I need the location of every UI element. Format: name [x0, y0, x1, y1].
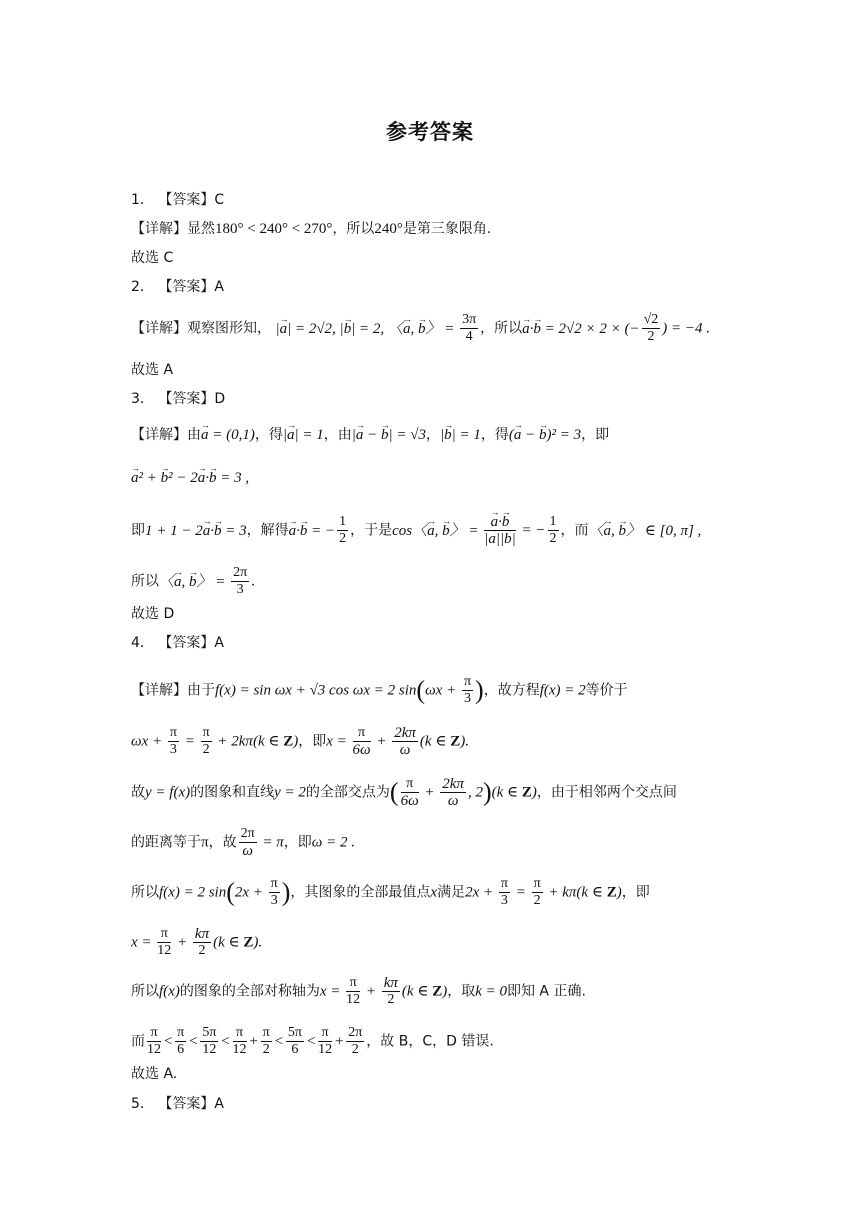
- question-number: 1．: [131, 192, 154, 208]
- conclusion-4: 故选 A.: [131, 1066, 178, 1082]
- fraction: $\frac{1}{2}$: [339, 514, 347, 546]
- detail-line-3d: 所以〈→ a, → b〉 = $\frac{2\pi}{3}$ .: [131, 565, 255, 598]
- fraction: $\frac{\pi}{12}$: [157, 926, 172, 958]
- detail-text: ，即: [581, 427, 610, 443]
- detail-text: 所以: [131, 884, 159, 901]
- detail-text: 故: [131, 784, 145, 801]
- question-number: 3．: [131, 391, 154, 407]
- answer-value: C: [214, 192, 225, 208]
- answer-line-1: [131, 190, 224, 210]
- detail-text: ，其图象的全部最值点: [290, 884, 431, 901]
- fraction: $\frac{2\pi}{\omega}$: [240, 826, 255, 859]
- detail-text: 即: [131, 522, 145, 539]
- math-expression: ωx +: [131, 733, 166, 750]
- fraction: $\frac{5\pi}{12}$: [202, 1025, 217, 1057]
- math-expression: f(x) = sin ωx + √3 cos ωx = 2 sin: [215, 682, 417, 699]
- detail-text: ，得: [480, 427, 509, 443]
- math-expression: cos〈→ a, → b〉 =: [392, 523, 482, 539]
- detail-text: ，由: [323, 427, 352, 443]
- detail-line-4: 【详解】由于f(x) = sin ωx + √3 cos ωx = 2 sin(ωx + $\frac{\pi}{3}$ )，故方程f(x) = 2等价于: [131, 674, 628, 706]
- fraction: $\frac{\pi}{12}$: [232, 1025, 247, 1057]
- fraction: $\frac{\pi}{12}$: [318, 1025, 333, 1057]
- detail-label: 【详解】: [131, 320, 187, 337]
- fraction: $\frac{\pi}{3}$: [463, 674, 472, 706]
- fraction: $\frac{\pi}{3}$: [500, 876, 508, 908]
- question-number: 2．: [131, 279, 154, 295]
- fraction: $\frac{\pi}{6\omega}$: [352, 725, 371, 758]
- detail-text: 由于: [187, 682, 215, 699]
- answer-line-5: [131, 1094, 224, 1114]
- fraction: $\frac{1}{2}$: [549, 514, 557, 546]
- fraction: $\frac{2k\pi}{\omega}$: [394, 725, 416, 758]
- detail-text: 的图象的全部对称轴为: [179, 983, 320, 1000]
- detail-text: 的全部交点为: [305, 784, 390, 801]
- detail-text: ，所以: [332, 221, 375, 237]
- page-title: 参考答案: [386, 120, 474, 144]
- detail-line-4c: 故y = f(x)的图象和直线y = 2的全部交点为( $\frac{\pi}{6\omega}$ + $\frac{2k\pi}{\omega}$ , 2)(k ∈ Z)，由于相邻两个交点间: [131, 776, 677, 809]
- detail-label: 【详解】: [131, 221, 187, 237]
- math-expression: x =: [326, 733, 351, 750]
- detail-line-3: 【详解】由→ a = (0,1)，得|→ a| = 1，由|→ a − → b| = √3，|→ b| = 1，得(→ a − → b)² = 3，即: [131, 425, 609, 445]
- math-expression: 180° < 240° < 270°: [215, 221, 333, 237]
- detail-text: 的距离等于: [131, 834, 201, 851]
- detail-text: 满足: [437, 884, 466, 901]
- fraction: $\frac{\pi}{12}$: [147, 1025, 161, 1057]
- answer-value: A: [214, 279, 224, 295]
- detail-text: 观察图形知，: [187, 320, 271, 337]
- detail-line-4b: ωx + $\frac{\pi}{3}$ = $\frac{\pi}{2}$ + 2kπ(k ∈ Z)，即x = $\frac{\pi}{6\omega}$ + $\frac{2k\pi}{\omega}$ (k ∈ Z).: [131, 725, 469, 758]
- detail-text: 即知 A 正确.: [506, 983, 586, 1000]
- conclusion-3: 故选 D: [131, 606, 175, 622]
- answer-line-2: [131, 277, 224, 297]
- fraction: $\frac{2\pi}{3}$: [233, 565, 248, 597]
- math-expression: f(x) = 2 sin: [159, 884, 227, 901]
- detail-line-3c: [131, 514, 701, 547]
- detail-text: 而: [131, 1033, 145, 1050]
- math-expression: = −: [517, 522, 546, 539]
- detail-text: ，故方程: [483, 682, 540, 699]
- math-expression: (→ a − → b)² = 3: [509, 427, 581, 443]
- math-expression: x =: [131, 934, 156, 951]
- math-expression: f(x) = 2: [539, 682, 586, 699]
- detail-text: ，得: [254, 427, 283, 443]
- math-expression: |→ b| = 1: [440, 427, 481, 443]
- detail-label: 【详解】: [131, 427, 187, 443]
- math-expression: y = 2: [274, 784, 306, 801]
- detail-line-2: [131, 312, 710, 345]
- fraction: $\frac{3\pi}{4}$: [462, 312, 477, 344]
- fraction: $\frac{2k\pi}{\omega}$: [442, 776, 464, 809]
- math-expression: → a·→ b = 2√2 × 2 × (−: [522, 321, 639, 337]
- detail-text: 显然: [187, 221, 215, 237]
- detail-text: 等价于: [585, 682, 628, 699]
- detail-line-4g: 所以f(x)的图象的全部对称轴为x = $\frac{\pi}{12}$ + $\frac{k\pi}{2}$ (k ∈ Z)，取k = 0即知 A 正确.: [131, 975, 586, 1007]
- math-expression: 240°: [374, 221, 403, 237]
- detail-text: ，故: [208, 834, 237, 851]
- conclusion-2: 故选 A: [131, 362, 174, 378]
- detail-text: ，而: [560, 522, 589, 539]
- detail-text: ，所以: [480, 320, 523, 337]
- detail-text: 所以: [131, 983, 159, 1000]
- answer-label: 【答案】: [158, 192, 215, 208]
- detail-text: 是第三象限角.: [402, 221, 492, 237]
- math-expression: y = f(x): [145, 784, 191, 801]
- fraction: $\frac{\pi}{6\omega}$: [400, 776, 419, 809]
- fraction: $\frac{\pi}{12}$: [346, 975, 361, 1007]
- fraction: $\frac{√2}{2}$: [643, 312, 659, 344]
- fraction: $\frac{\pi}{2}$: [262, 1025, 270, 1057]
- detail-line-3b: [131, 468, 249, 488]
- math-expression: |→ a| = 1: [283, 427, 324, 443]
- answer-value: A: [214, 1096, 224, 1112]
- answer-label: 【答案】: [158, 391, 215, 407]
- detail-line-4e: 所以f(x) = 2 sin(2x + $\frac{\pi}{3}$ )，其图象的全部最值点x满足2x + $\frac{\pi}{3}$ = $\frac{\pi}{2}$ + kπ(k ∈ Z)，即: [131, 876, 650, 908]
- math-expression: |→ a − → b| = √3: [352, 427, 426, 443]
- math-expression: ) = −4 .: [662, 320, 711, 337]
- fraction: $\frac{5\pi}{6}$: [287, 1025, 302, 1057]
- answer-label: 【答案】: [158, 635, 215, 651]
- fraction: → $\frac{a\cdot\to b}{|\to a||\to b|}$: [484, 514, 516, 547]
- detail-text: ，由于相邻两个交点间: [536, 784, 677, 801]
- conclusion-1: 故选 C: [131, 250, 174, 266]
- detail-label: 【详解】: [131, 682, 187, 699]
- fraction: $\frac{\pi}{2}$: [202, 725, 210, 757]
- fraction: $\frac{\pi}{3}$: [270, 876, 278, 908]
- fraction: $\frac{\pi}{6}$: [177, 1025, 185, 1057]
- math-expression: 〈→ a, → b〉 =: [159, 574, 229, 590]
- question-number: 5．: [131, 1096, 154, 1112]
- math-expression: → a = (0,1): [201, 427, 255, 443]
- math-expression: f(x): [159, 983, 180, 1000]
- detail-text: ，取: [447, 983, 476, 1000]
- detail-line-4d: 的距离等于π，故 $\frac{2\pi}{\omega}$ = π，即ω = 2 .: [131, 826, 356, 859]
- math-expression: 〈→ a, → b〉 ∈ [0, π] ,: [589, 523, 702, 539]
- detail-text: ，于是: [350, 522, 393, 539]
- detail-line-1: [131, 219, 491, 239]
- detail-text: ，解得: [246, 522, 289, 539]
- fraction: $\frac{2\pi}{2}$: [348, 1025, 363, 1057]
- answer-label: 【答案】: [158, 1096, 215, 1112]
- math-expression: 1 + 1 − 2→ a·→ b = 3: [145, 523, 247, 539]
- answer-line-3: [131, 389, 225, 409]
- detail-text: 由: [187, 427, 201, 443]
- answer-value: D: [214, 391, 226, 407]
- detail-text: ，故 B，C，D 错误.: [366, 1033, 494, 1050]
- answer-label: 【答案】: [158, 279, 215, 295]
- detail-text: 的图象和直线: [190, 784, 275, 801]
- detail-line-4f: x = $\frac{\pi}{12}$ + $\frac{k\pi}{2}$ (k ∈ Z).: [131, 926, 263, 958]
- answer-value: A: [214, 635, 224, 651]
- detail-text: ，即: [621, 884, 650, 901]
- fraction: $\frac{k\pi}{2}$: [194, 926, 210, 958]
- math-expression: → a² + → b² − 2→ a·→ b = 3 ,: [131, 470, 249, 486]
- detail-text: 所以: [131, 573, 159, 590]
- fraction: $\frac{\pi}{3}$: [169, 725, 177, 757]
- detail-text: ，即: [283, 834, 312, 851]
- detail-line-4h: 而 $\frac{\pi}{12}$ < $\frac{\pi}{6}$ < $\frac{5\pi}{12}$ < $\frac{\pi}{12}$ + $\frac{\pi}{2}$ < $\frac{5\pi}{6}$ < $\frac{\pi}{12}$ + $\frac{2\pi}{2}$ ，故 B，C，D 错误.: [131, 1025, 494, 1057]
- detail-text: ，即: [298, 733, 327, 750]
- math-expression: → a·→ b = −: [289, 523, 336, 539]
- question-number: 4．: [131, 635, 154, 651]
- fraction: $\frac{\pi}{2}$: [533, 876, 541, 908]
- answer-line-4: [131, 633, 224, 653]
- math-expression: |→ a| = 2√2, |→ b| = 2, 〈→ a, → b〉 =: [275, 321, 458, 337]
- fraction: $\frac{k\pi}{2}$: [383, 975, 398, 1007]
